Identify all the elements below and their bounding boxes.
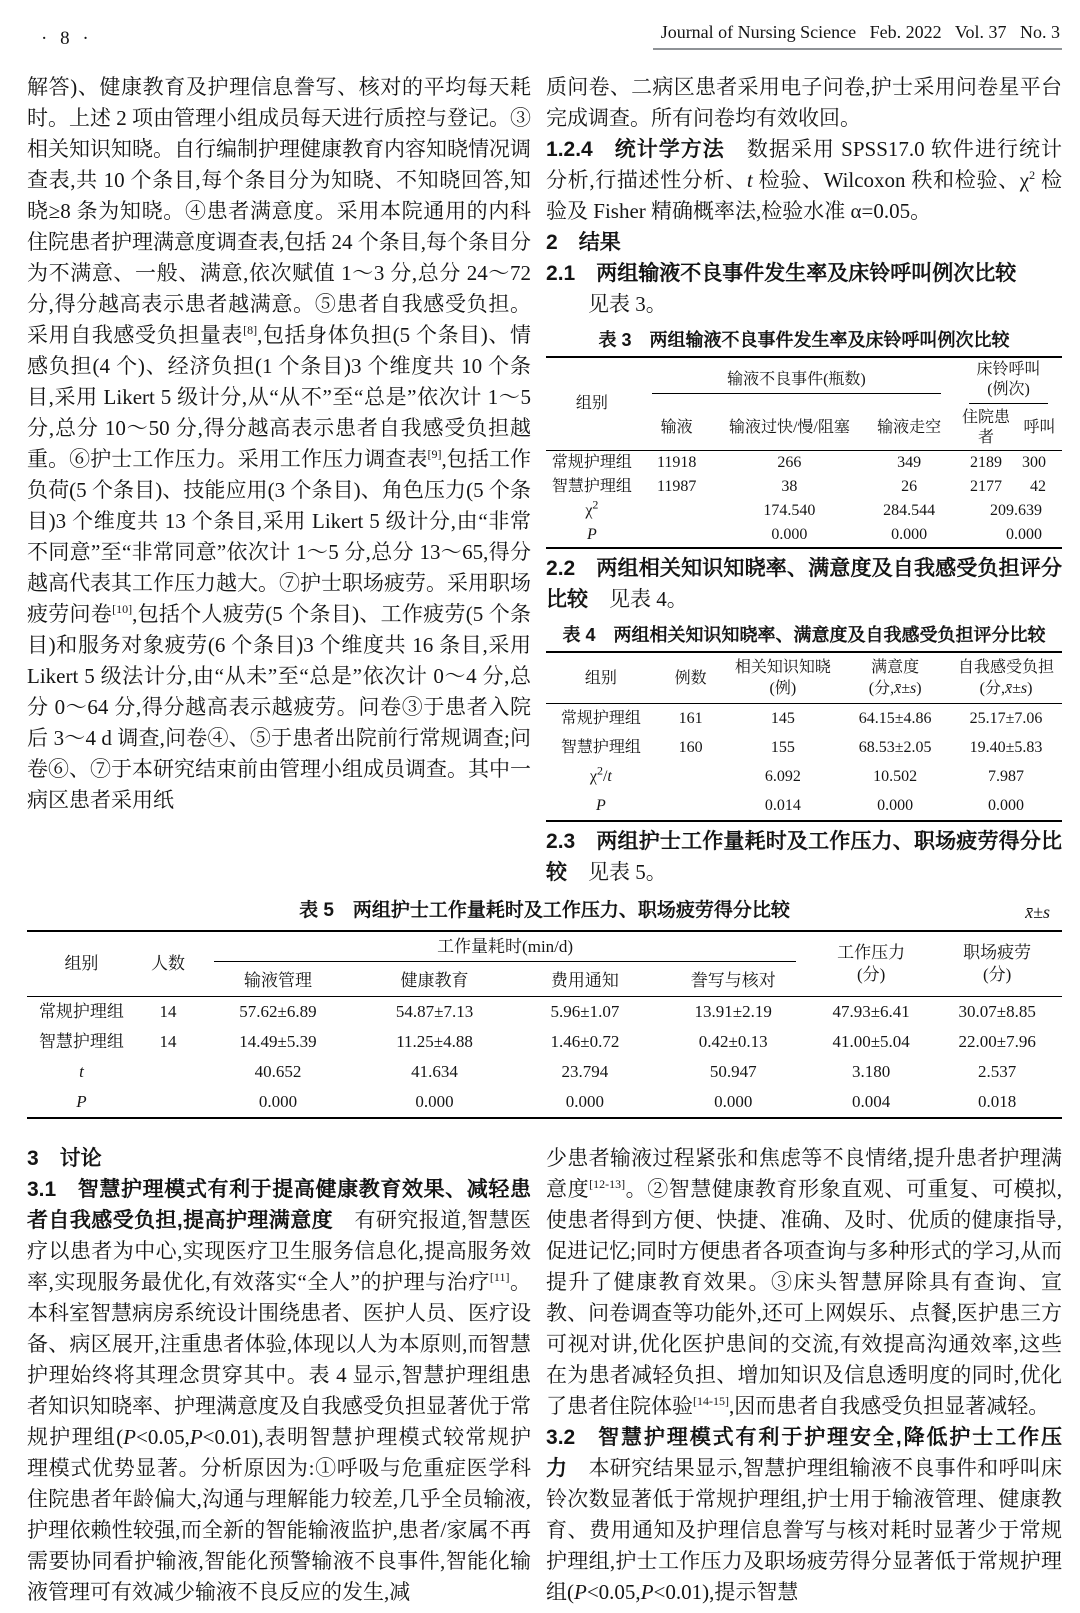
section-2-2-heading <box>546 553 1062 615</box>
table-row <box>27 1087 1062 1118</box>
text-run: P <box>586 526 597 543</box>
text-run: P <box>595 797 606 814</box>
table-cell: 0.000 <box>1006 526 1042 543</box>
table-header-cell <box>726 652 841 704</box>
table-cell: 常规护理组 <box>38 1002 124 1021</box>
text-run: 。本科室智慧病房系统设计围绕患者、医护人员、医疗设备、病区展开,注重患者体验,体现以人为本原则,而智慧护理始终将其理念贯穿其中。表 4 显示,智慧护理组患者知识知晓率、护理满意度及自我感受负担显著优于常规护理组( <box>27 1270 532 1449</box>
section-3-2-paragraph <box>546 1422 1062 1608</box>
table-cell: 22.00±7.96 <box>958 1032 1036 1051</box>
table-row <box>546 733 1062 762</box>
table-cell <box>546 762 656 791</box>
text-run: 3.1 智慧护理模式有利于提高健康教育效果、减轻患者自我感受负担,提高护理满意度 <box>27 1178 532 1232</box>
table-cell: 13.91±2.19 <box>694 1002 772 1021</box>
table-header-cell: 组别 <box>575 395 608 412</box>
table-cell: 38 <box>781 478 798 495</box>
text-run: 2 结果 <box>546 231 621 254</box>
table-cell <box>546 523 638 548</box>
table-cell <box>136 1087 200 1118</box>
text-run: x̄±s <box>1004 680 1028 697</box>
table-row <box>27 1057 1062 1087</box>
section-3-discussion-heading <box>27 1143 531 1174</box>
table-cell: 0.000 <box>877 797 914 814</box>
text-run: 表 4 两组相关知识知晓率、满意度及自我感受负担评分比较 <box>562 625 1046 645</box>
text-run: 3.2 智慧护理模式有利于护理安全,降低护士工作压力 <box>546 1426 1062 1480</box>
table-cell: 常规护理组 <box>560 710 641 727</box>
text-run: <0.05, <box>586 1580 641 1604</box>
table-header-cell: 组别 <box>584 669 617 687</box>
table-cell: 0.000 <box>565 1092 605 1111</box>
text-run: P <box>189 1425 203 1449</box>
text-run: x̄±s <box>894 680 917 697</box>
table-cell: 64.15±4.86 <box>858 710 932 727</box>
table-cell: 3.180 <box>852 1062 891 1081</box>
text-run: 质问卷、二病区患者采用电子问卷,护士采用问卷星平台完成调查。所有问卷均有效收回。 <box>546 75 1062 130</box>
table-header-row <box>546 357 1062 406</box>
table-cell <box>638 499 716 523</box>
text-run: 。②智慧健康教育形象直观、可重复、可模拟,使患者得到方便、快捷、准确、及时、优质的健康指导,促进记忆;同时方便患者各项查询与多种形式的学习,从而提升了健康教育效果。③床头智慧屏除具有查询、宣教、问卷调查等功能外,还可上网娱乐、点餐,医护患三方可视对讲,优化医护患间的交流,有效提高沟通效率,这些在为患者减轻负担、增加知识及信息透明度的同时,优化了患者住院体验 <box>546 1177 1063 1418</box>
table-cell: 11.25±4.88 <box>396 1032 473 1051</box>
table4-title <box>546 623 1062 647</box>
text-run: (例) <box>769 680 797 697</box>
text-run: 2.1 两组输液不良事件发生率及床铃呼叫例次比较 <box>546 262 1017 285</box>
section-2-1-heading <box>546 258 1062 289</box>
paragraph-questionnaire <box>546 72 1062 134</box>
table-cell: 41.00±5.04 <box>832 1032 910 1051</box>
text-run: ,因而患者自我感受负担显著减轻。 <box>729 1394 1050 1418</box>
text-run: (分) <box>982 965 1012 984</box>
text-run: 检验、Wilcoxon 秩和检验、χ <box>752 168 1030 192</box>
text-run: 2 <box>1029 168 1036 182</box>
table-cell <box>136 1057 200 1087</box>
text-run: <0.01),提示智慧 <box>653 1580 799 1604</box>
table-header-cell: 输液 <box>660 419 693 436</box>
table-cell: 30.07±8.85 <box>958 1002 1036 1021</box>
table-cell <box>546 791 656 821</box>
table-cell: 19.40±5.83 <box>969 739 1043 756</box>
table-cell: 174.540 <box>763 502 816 519</box>
table-cell: 2189 <box>970 454 1003 471</box>
table-cell: 智慧护理组 <box>551 478 632 495</box>
table-cell: 0.000 <box>714 1092 753 1111</box>
table-header-cell: 住院患者 <box>962 409 1011 446</box>
table-row <box>546 704 1062 734</box>
table-header-cell: 输液不良事件(瓶数) <box>638 357 955 406</box>
text-run: 职场疲劳 <box>963 943 1032 962</box>
text-run: 1.2.4 统计学方法 <box>546 138 725 161</box>
text-run: t <box>746 168 753 192</box>
text-run: (分, <box>868 680 895 697</box>
table-cell: 智慧护理组 <box>38 1032 124 1051</box>
text-run: [11] <box>489 1270 510 1284</box>
table-row <box>27 997 1062 1028</box>
discussion-right-column <box>546 1143 1062 1608</box>
table-cell: 1.46±0.72 <box>550 1032 620 1051</box>
text-run: / <box>602 768 608 785</box>
table-row <box>546 451 1062 476</box>
text-run: [14-15] <box>693 1394 730 1408</box>
table-cell: 2177 <box>970 478 1003 495</box>
table-header-cell: 组别 <box>64 954 99 973</box>
discussion-continued-paragraph <box>546 1143 1062 1422</box>
table-cell: 0.000 <box>891 526 928 543</box>
table-header-row <box>27 931 1062 966</box>
table-row <box>546 523 1062 548</box>
see-table-3-note <box>546 289 1062 320</box>
bottom-two-columns <box>27 1143 1062 1608</box>
table-header-cell: 工作量耗时(min/d) <box>200 931 810 966</box>
text-run: (分) <box>856 965 886 984</box>
text-run: χ <box>585 502 593 519</box>
table-cell: 0.000 <box>988 797 1025 814</box>
table-cell: 42 <box>1030 478 1046 495</box>
table-cell: 0.004 <box>852 1092 891 1111</box>
table-cell: 0.014 <box>764 797 801 814</box>
text-run: t <box>607 768 612 785</box>
table-cell: 0.000 <box>415 1092 454 1111</box>
table-row <box>546 475 1062 499</box>
table5-titlebar <box>27 898 1062 924</box>
table-header-cell: 人数 <box>151 954 186 973</box>
text-run: χ <box>589 768 597 785</box>
table5-block <box>27 898 1062 1119</box>
table-cell: 349 <box>897 454 922 471</box>
text-run: 工作压力 <box>837 943 906 962</box>
table-cell: 145 <box>770 710 795 727</box>
text-run: [12-13] <box>589 1177 626 1191</box>
text-run: 自我感受负担 <box>958 659 1055 676</box>
table-cell: 14.49±5.39 <box>239 1032 317 1051</box>
text-run: <0.05, <box>136 1425 190 1449</box>
table-cell: 0.42±0.13 <box>698 1032 768 1051</box>
table-header-cell: 输液管理 <box>243 971 312 990</box>
table-cell: 0.000 <box>771 526 808 543</box>
table-cell: 0.018 <box>978 1092 1017 1111</box>
table-cell: 常规护理组 <box>551 454 632 471</box>
table-cell <box>656 762 726 791</box>
right-column <box>546 72 1062 888</box>
text-run: 表 5 两组护士工作量耗时及工作压力、职场疲劳得分比较 <box>299 900 790 921</box>
table-cell: 41.634 <box>411 1062 458 1081</box>
table-cell: 68.53±2.05 <box>858 739 932 756</box>
left-column <box>27 72 531 888</box>
text-run: 本研究结果显示,智慧护理组输液不良事件和呼叫床铃次数显著低于常规护理组,护士用于输液管理、健康教育、费用通知及护理信息誊写与核对耗时显著少于常规护理组,护士工作压力及职场疲劳得分显著低于常规护理组( <box>546 1456 1062 1604</box>
table-cell <box>638 523 716 548</box>
table-cell: 266 <box>777 454 802 471</box>
table-cell: 11918 <box>656 454 697 471</box>
table-cell: 160 <box>678 739 703 756</box>
text-run: ,包括身体负担(5 个条目)、情感负担(4 个)、经济负担(1 个条目)3 个维度共 10 个条目,采用 Likert 5 级计分,从“从不”至“总是”依次计 1～5 分,总分 10～50 分,得分越高表示患者自我感受负担越重。⑥护士工作压力。采用工作压力调查表 <box>27 323 532 471</box>
table3 <box>546 356 1062 549</box>
table-cell: 6.092 <box>764 768 801 785</box>
table5-xbar-s-label <box>1025 899 1050 925</box>
table-cell <box>656 791 726 821</box>
table-header-cell: 费用通知 <box>550 971 619 990</box>
text-run: 2.2 两组相关知识知晓率、满意度及自我感受负担评分比较 <box>546 557 1062 611</box>
table-cell: 14 <box>159 1002 177 1021</box>
table-row <box>546 791 1062 821</box>
table-header-cell: 誊写与核对 <box>690 971 776 990</box>
paragraph-methods-continued <box>27 72 531 816</box>
table-cell: 300 <box>1022 454 1046 471</box>
table-header-cell <box>810 931 932 997</box>
text-run: <0.01),表明智慧护理模式较常规护理模式优势显著。分析原因为:①呼吸与危重症医学科住院患者年龄偏大,沟通与理解能力较差,几乎全员输液,护理依赖性较强,而全新的智能输液监护,患者/家属不再需要协同看护输液,智能化预警输液不良事件,智能化输液管理可有效减少输液不良反应的发生,减 <box>27 1425 532 1604</box>
text-run: x̄±s <box>1025 902 1050 922</box>
text-run: 有研究报道,智慧医疗以患者为中心,实现医疗卫生服务信息化,提高服务效率,实现服务最优化,有效落实“全人”的护理与治疗 <box>27 1208 532 1294</box>
table-cell: 0.000 <box>258 1092 298 1111</box>
text-run: 3 讨论 <box>27 1147 102 1170</box>
text-run: 满意度 <box>871 659 920 676</box>
table-header-cell: 呼叫 <box>1023 419 1056 436</box>
page-number: · 8 · <box>41 28 93 49</box>
text-run: 见表 5。 <box>567 860 667 884</box>
table-cell: 47.93±6.41 <box>832 1002 910 1021</box>
page-header <box>27 14 1062 50</box>
text-run: ) <box>916 680 922 697</box>
text-run: [8] <box>243 323 258 337</box>
text-run: 检验及 Fisher 精确概率法,检验水准 α=0.05。 <box>546 168 1063 223</box>
section-3-1-paragraph <box>27 1174 531 1608</box>
table-header-cell: 输液走空 <box>877 419 942 436</box>
table-header-row <box>546 652 1062 704</box>
text-run: P <box>123 1425 136 1449</box>
table-row <box>546 762 1062 791</box>
table-row <box>27 1027 1062 1057</box>
table-cell: 26 <box>901 478 918 495</box>
text-run: P <box>76 1092 87 1111</box>
text-run: 少患者输液过程紧张和焦虑等不良情绪,提升患者护理满意度 <box>546 1146 1062 1201</box>
text-run: t <box>79 1062 84 1081</box>
text-run: 表 3 两组输液不良事件发生率及床铃呼叫例次比较 <box>598 330 1010 350</box>
table-cell: 40.652 <box>254 1062 302 1081</box>
table-header-cell <box>950 652 1062 704</box>
table-cell: 155 <box>770 739 795 756</box>
text-run: P <box>574 1580 587 1604</box>
table3-title <box>546 328 1062 352</box>
text-run: (分, <box>979 680 1005 697</box>
top-two-columns <box>27 72 1062 888</box>
text-run: ,包括工作负荷(5 个条目)、技能应用(3 个条目)、角色压力(5 个条目)3 个维度共 13 个条目,采用 Likert 5 级计分,由“非常不同意”至“非常同意”依次计 1～5 分,总分 13～65,得分越高代表其工作压力越大。⑦护士职场疲劳。采用职场疲劳问卷 <box>27 447 532 626</box>
text-run: 相关知识知晓 <box>734 659 831 676</box>
table-cell: 10.502 <box>873 768 918 785</box>
table-cell: 161 <box>678 710 703 727</box>
text-run: [9] <box>427 447 442 461</box>
table-cell: 23.794 <box>561 1062 609 1081</box>
text-run: ) <box>1027 680 1033 697</box>
table5 <box>27 930 1062 1119</box>
table-header-cell: 床铃呼叫(例次) <box>955 357 1062 406</box>
table-cell: 209.639 <box>990 502 1042 519</box>
table-header-cell <box>840 652 950 704</box>
section-2-3-heading <box>546 826 1062 888</box>
journal-masthead: Journal of Nursing Science Feb. 2022 Vol. 37 No. 3 <box>653 22 1062 50</box>
table3-container <box>546 356 1062 549</box>
table-cell: 5.96±1.07 <box>550 1002 620 1021</box>
section-1-2-4-statistics <box>546 134 1062 227</box>
table5-title <box>299 900 790 921</box>
table-header-cell: 例数 <box>674 669 707 687</box>
text-run: 数据采用 SPSS17.0 软件进行统计分析,行描述性分析、 <box>546 137 1062 192</box>
table-cell: 54.87±7.13 <box>395 1002 474 1021</box>
table-row <box>546 499 1062 523</box>
text-run: 2 <box>596 763 603 778</box>
table-cell: 智慧护理组 <box>560 739 641 756</box>
text-run: 2 <box>592 497 599 512</box>
text-run: ,包括个人疲劳(5 个条目)、工作疲劳(5 个条目)和服务对象疲劳(6 个条目)3 个维度共 16 条目,采用 Likert 5 级法计分,由“从未”至“总是”依次计 0～4 分,总分 0～64 分,得分越高表示越疲劳。问卷③于患者入院后 3～4 d 调查,问卷④、⑤于患者出院前行常规调查;问卷⑥、⑦于本研究结束前由管理小组成员调查。其中一病区患者采用纸 <box>27 602 532 812</box>
table-cell <box>27 1057 136 1087</box>
table-header-cell: 健康教育 <box>400 971 469 990</box>
table-cell: 25.17±7.06 <box>969 710 1043 727</box>
table-cell: 57.62±6.89 <box>239 1002 317 1021</box>
text-run: 解答)、健康教育及护理信息誊写、核对的平均每天耗时。上述 2 项由管理小组成员每天进行质控与登记。③相关知识知晓。自行编制护理健康教育内容知晓情况调查表,共 10 个条目,每个条目分为知晓、不知晓回答,知晓≥8 条为知晓。④患者满意度。采用本院通用的内科住院患者护理满意度调查表,包括 24 个条目,每个条目分为不满意、一般、满意,依次赋值 1～3 分,总分 24～72 分,得分越高表示患者越满意。⑤患者自我感受负担。采用自我感受负担量表 <box>27 75 532 347</box>
table-cell: 14 <box>159 1032 177 1051</box>
table-cell: 284.544 <box>883 502 936 519</box>
table-cell <box>546 499 638 523</box>
table4-container <box>546 651 1062 822</box>
table-header-cell: 输液过快/慢/阻塞 <box>728 419 850 436</box>
table-header-cell <box>932 931 1062 997</box>
table5-container <box>27 930 1062 1119</box>
text-run: 2.3 两组护士工作量耗时及工作压力、职场疲劳得分比较 <box>546 830 1062 884</box>
text-run: [10] <box>112 602 133 616</box>
text-run: P <box>640 1580 654 1604</box>
table-cell: 50.947 <box>709 1062 757 1081</box>
discussion-left-column <box>27 1143 531 1608</box>
table-cell: 11987 <box>656 478 697 495</box>
table-cell <box>27 1087 136 1118</box>
table-cell: 7.987 <box>988 768 1025 785</box>
section-2-results-heading <box>546 227 1062 258</box>
text-run: 见表 3。 <box>588 292 667 316</box>
text-run: 见表 4。 <box>588 587 688 611</box>
table4 <box>546 651 1062 822</box>
table-cell: 2.537 <box>978 1062 1017 1081</box>
